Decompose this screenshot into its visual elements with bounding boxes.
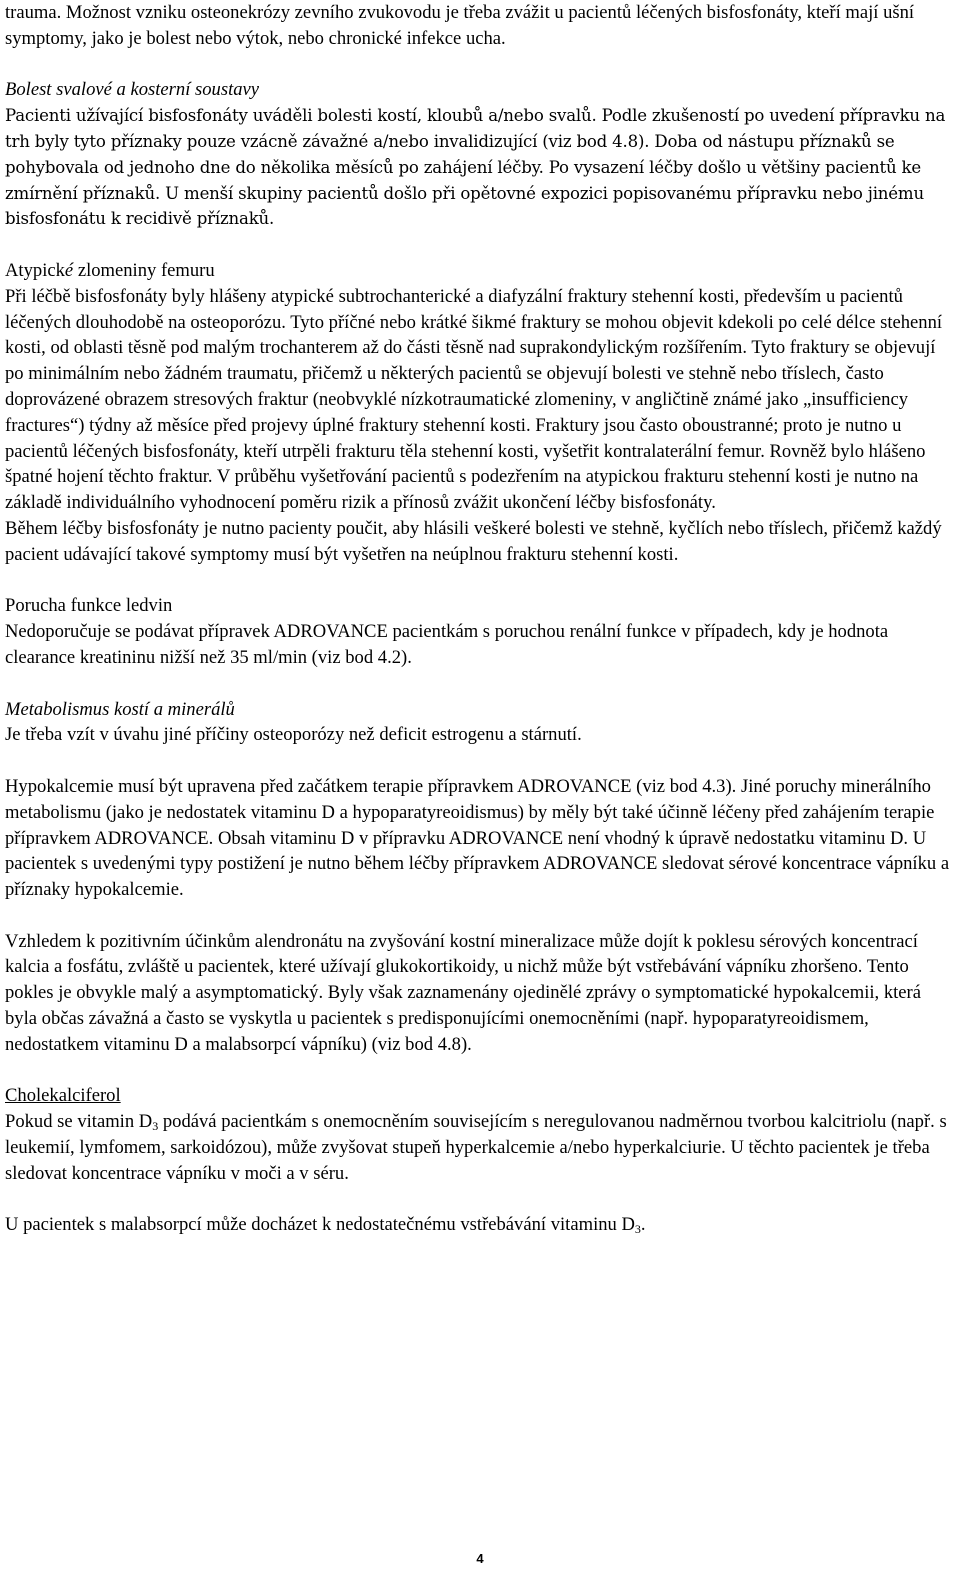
cholecalciferol-text-a: Pokud se vitamin D xyxy=(5,1111,153,1133)
heading-musculoskeletal-pain: Bolest svalové a kosterní soustavy xyxy=(5,79,260,101)
heading-renal-impairment: Porucha funkce ledvin xyxy=(5,595,173,617)
heading-atypical-part-c: zlomeniny femuru xyxy=(73,259,215,281)
heading-atypical-part-b: é xyxy=(64,259,74,281)
paragraph-bone-metabolism: Je třeba vzít v úvahu jiné příčiny osteoporózy než deficit estrogenu a stárnutí. xyxy=(5,724,582,746)
paragraph-musculoskeletal-pain: Pacienti užívající bisfosfonáty uváděli bolesti kostí, kloubů a/nebo svalů. Podle zkušeností po uvedení přípravku na trh byly tyto příznaky pouze vzácně závažné a/nebo invalidizující (viz bod 4.8). Doba od nástupu příznaků se pohybovala od jednoho dne do několika měsíců po zahájení léčby. Po vysazení léčby došlo u většiny pacientů ke zmírnění příznaků. U menší skupiny pacientů došlo při opětovné expozici popisovanému přípravku nebo jinému bisfosfonátu k recidivě příznaků. xyxy=(5,106,946,229)
paragraph-ear-osteonecrosis: trauma. Možnost vzniku osteonekrózy zevního zvukovodu je třeba zvážit u pacientů léčených bisfosfonáty, kteří mají ušní symptomy, jako je bolest nebo výtok, nebo chronické infekce ucha. xyxy=(5,2,915,49)
paragraph-hypocalcemia: Hypokalcemie musí být upravena před začátkem terapie přípravkem ADROVANCE (viz bod 4.3). Jiné poruchy minerálního metabolismu (jako je nedostatek vitaminu D a hypoparatyreoidismus) by měly být také účinně léčeny před zahájením terapie přípravkem ADROVANCE. Obsah vitaminu D v přípravku ADROVANCE není vhodný k úpravě nedostatku vitaminu D. U pacientek s uvedenými typy postižení je nutno během léčby přípravkem ADROVANCE sledovat sérové koncentrace vápníku a příznaky hypokalcemie. xyxy=(5,775,950,901)
paragraph-atypical-fractures-advice: Během léčby bisfosfonáty je nutno pacienty poučit, aby hlásili veškeré bolesti ve stehně, kyčlích nebo tříslech, přičemž každý pacient udávající takové symptomy musí být vyšetřen na neúplnou frakturu stehenní kosti. xyxy=(5,517,942,565)
heading-atypical-fractures xyxy=(5,258,953,284)
cholecalciferol-text-b: podává pacientkám s onemocněním souvisejícím s neregulovanou nadměrnou tvorbou kalcitriolu (např. s leukemií, lymfomem, sarkoidózou), může zvyšovat stupeň hyperkalcemie a/nebo hyperkalciurie. U těchto pacientek je třeba sledovat koncentrace vápníku v moči a v séru. xyxy=(5,1111,947,1184)
page-number: 4 xyxy=(476,1551,484,1566)
malabsorption-text-b: . xyxy=(640,1214,646,1236)
paragraph-malabsorption xyxy=(5,1212,953,1238)
document-page xyxy=(5,0,953,1238)
malabsorption-subscript: 3 xyxy=(634,1222,641,1237)
paragraph-renal-impairment: Nedoporučuje se podávat přípravek ADROVANCE pacientkám s poruchou renální funkce v případech, kdy je hodnota clearance kreatininu nižší než 35 ml/min (viz bod 4.2). xyxy=(5,621,889,668)
malabsorption-text-a: U pacientek s malabsorpcí může docházet k nedostatečnému vstřebávání vitaminu D xyxy=(5,1214,635,1236)
cholecalciferol-subscript: 3 xyxy=(152,1119,159,1134)
heading-bone-metabolism: Metabolismus kostí a minerálů xyxy=(5,698,235,720)
heading-cholecalciferol: Cholekalciferol xyxy=(5,1085,121,1107)
paragraph-cholecalciferol xyxy=(5,1109,953,1186)
paragraph-mineralization: Vzhledem k pozitivním účinkům alendronátu na zvyšování kostní mineralizace může dojít k poklesu sérových koncentrací kalcia a fosfátu, zvláště u pacientek, které užívají glukokortikoidy, u nichž může být vstřebávání vápníku zhoršeno. Tento pokles je obvykle malý a asymptomatický. Byly však zaznamenány ojedinělé zprávy o symptomatické hypokalcemii, která byla občas závažná a často se vyskytla u pacientek s predisponujícími onemocněními (např. hypoparatyreoidismem, nedostatkem vitaminu D a malabsorpcí vápníku) (viz bod 4.8). xyxy=(5,930,921,1055)
paragraph-atypical-fractures: Při léčbě bisfosfonáty byly hlášeny atypické subtrochanterické a diafyzální fraktury stehenní kosti, především u pacientů léčených dlouhodobě na osteoporózu. Tyto příčné nebo krátké šikmé fraktury se mohou objevit kdekoli po celé délce stehenní kosti, od oblasti těsně pod malým trochanterem až do části těsně nad suprakondylickým rozšířením. Tyto fraktury se objevují po minimálním nebo žádném traumatu, přičemž u některých pacientů se objevují bolesti ve stehně nebo tříslech, často doprovázené obrazem stresových fraktur (neobvyklé nízkotraumatické zlomeniny, v angličtině známé jako „insufficiency fractures“) týdny až měsíce před projevy úplné fraktury stehenní kosti. Fraktury jsou často oboustranné; proto je nutno u pacientů léčených bisfosfonáty, kteří utrpěli frakturu těla stehenní kosti, vyšetřit kontralaterální femur. Rovněž bylo hlášeno špatné hojení těchto fraktur. V průběhu vyšetřování pacientů s podezřením na atypickou frakturu stehenní kosti je nutno na základě individuálního vyhodnocení poměru rizik a přínosů zvážit ukončení léčby bisfosfonáty. xyxy=(5,285,943,514)
heading-atypical-part-a: Atypick xyxy=(5,259,65,281)
